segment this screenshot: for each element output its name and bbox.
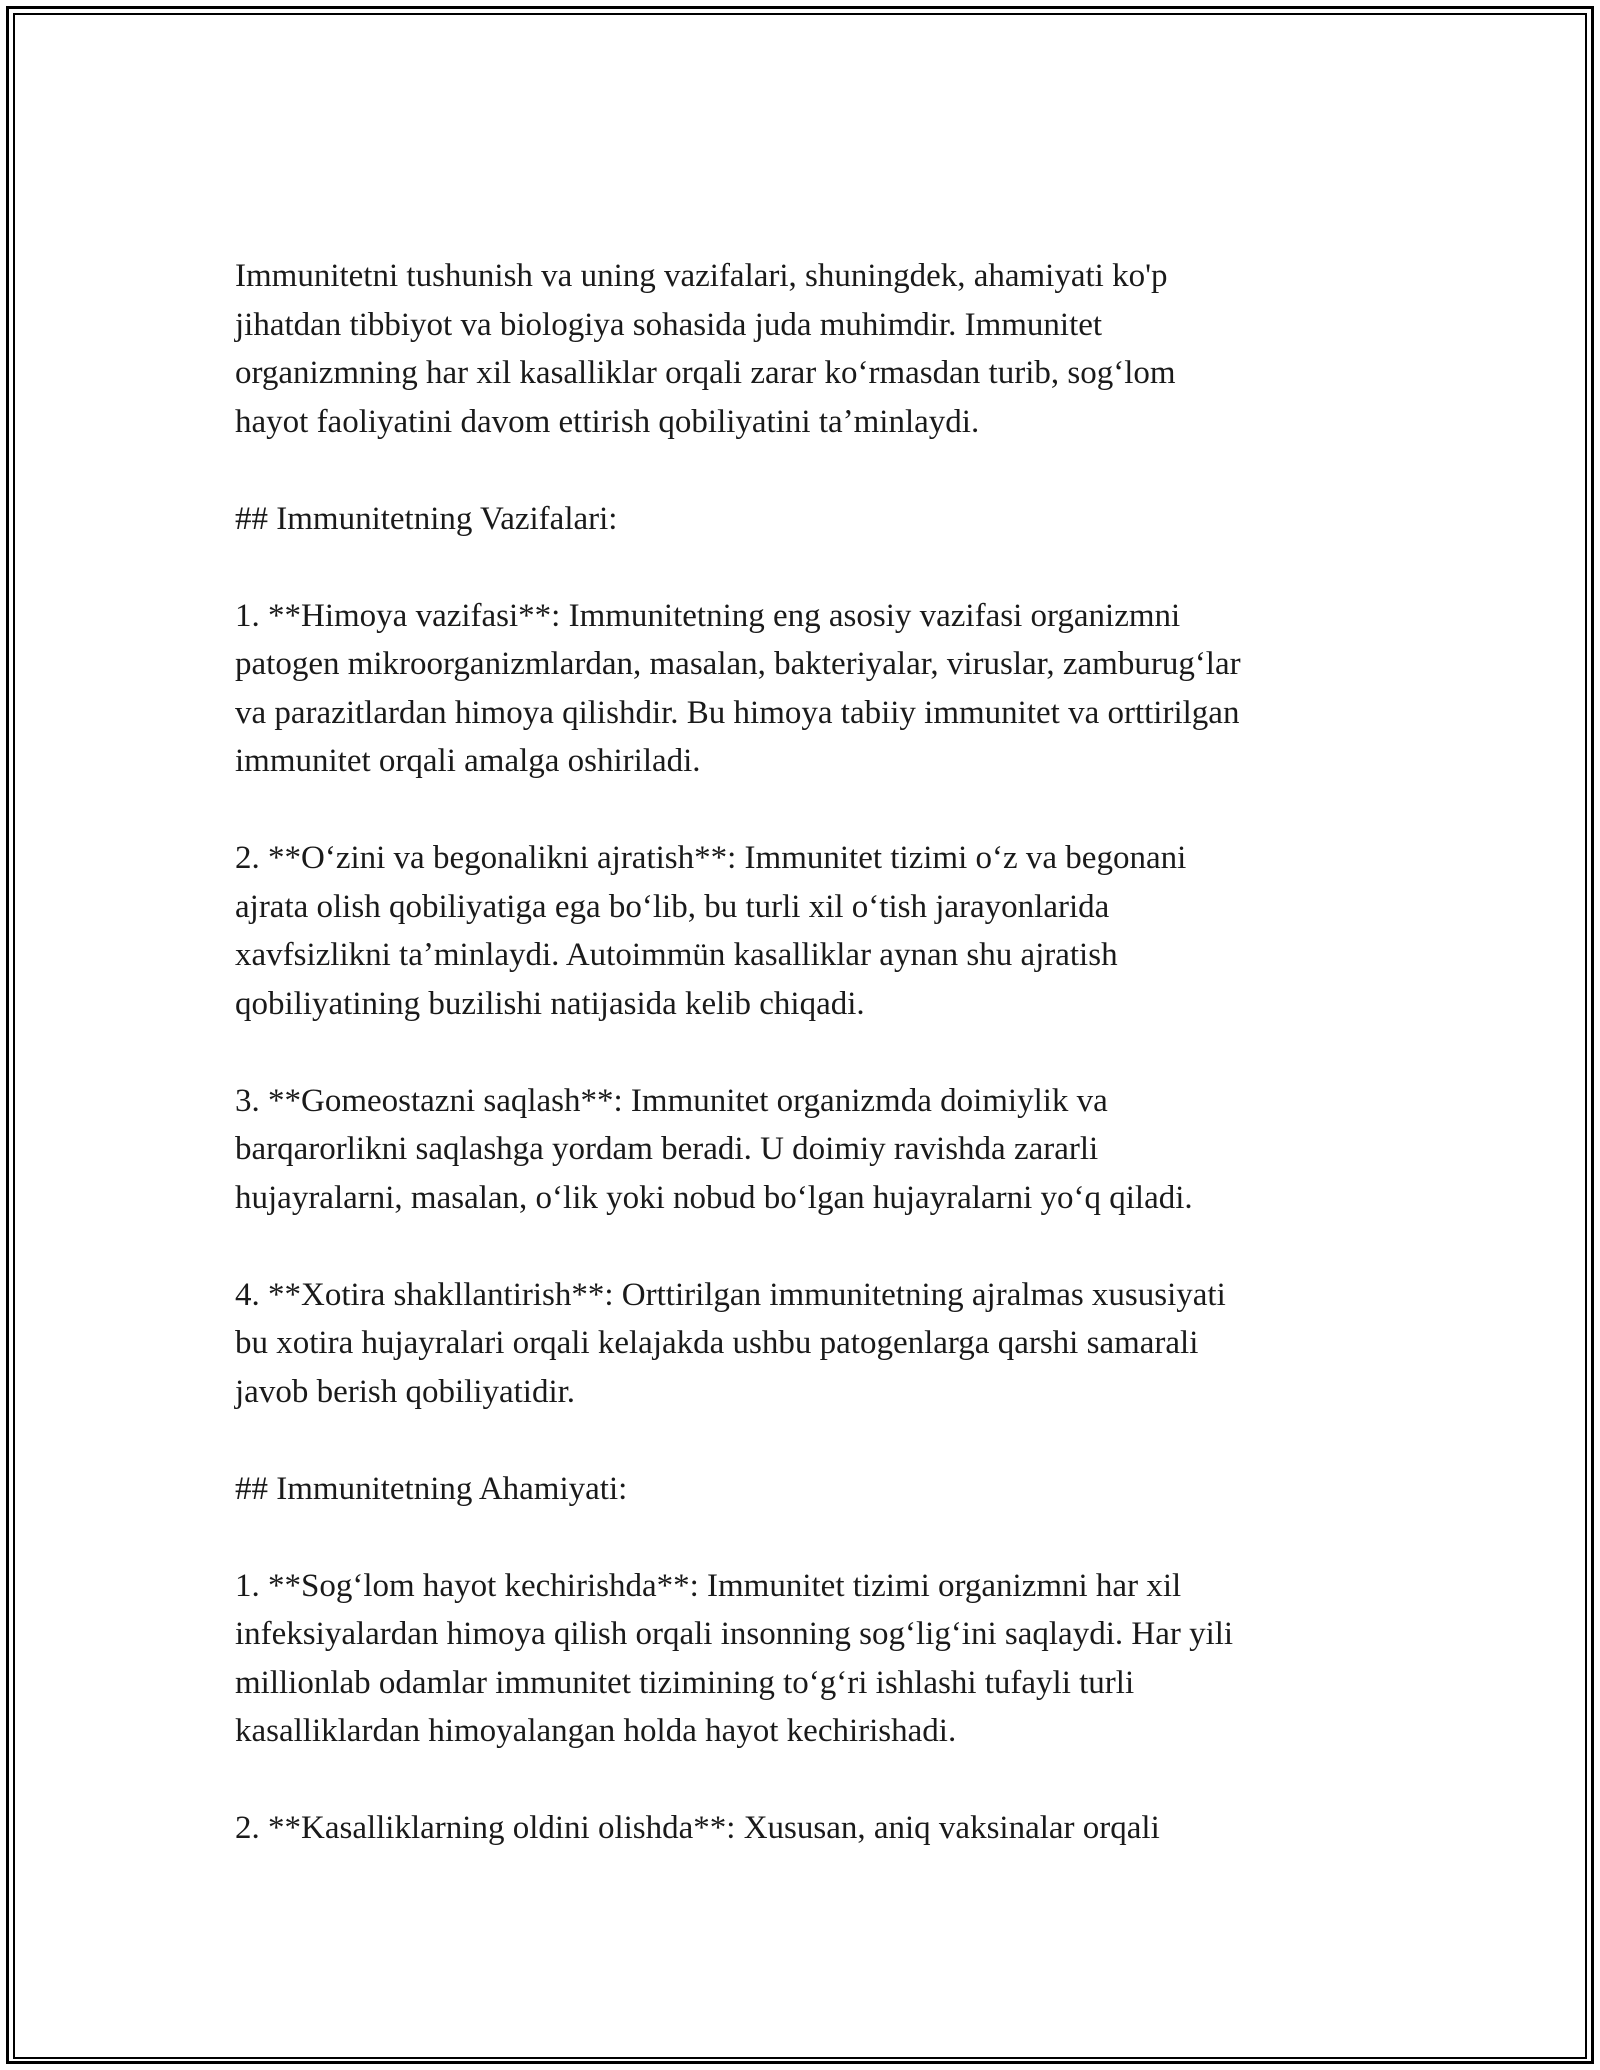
function-item-4: 4. **Xotira shakllantirish**: Orttirilgan immunitetning ajralmas xususiyati bu xotira hujayralari orqali kelajakda ushbu patogenlarga qarshi samarali javob berish qobiliyatidir. <box>235 1276 1226 1410</box>
document-body <box>235 252 1385 1901</box>
importance-item-1: 1. **Sogʻlom hayot kechirishda**: Immunitet tizimi organizmni har xil infeksiyalardan himoya qilish orqali insonning sogʻligʻini saqlaydi. Har yili millionlab odamlar immunitet tizimining toʻgʻri ishlashi tufayli turli kasalliklardan himoyalangan holda hayot kechirishadi. <box>235 1567 1234 1749</box>
function-item-2: 2. **Oʻzini va begonalikni ajratish**: Immunitet tizimi oʻz va begonani ajrata olish qobiliyatiga ega boʻlib, bu turli xil oʻtish jarayonlarida xavfsizlikni taʼminlaydi. Autoimmün kasalliklar aynan shu ajratish qobiliyatining buzilishi natijasida kelib chiqadi. <box>235 840 1187 1022</box>
heading-importance: ## Immunitetning Ahamiyati: <box>235 1470 628 1507</box>
function-item-1: 1. **Himoya vazifasi**: Immunitetning eng asosiy vazifasi organizmni patogen mikroorganizmlardan, masalan, bakteriyalar, viruslar, zamburugʻlar va parazitlardan himoya qilishdir. Bu himoya tabiiy immunitet va orttirilgan immunitet orqali amalga oshiriladi. <box>235 597 1241 779</box>
heading-functions: ## Immunitetning Vazifalari: <box>235 500 618 537</box>
importance-item-2: 2. **Kasalliklarning oldini olishda**: Xususan, aniq vaksinalar orqali <box>235 1810 1160 1846</box>
function-item-3: 3. **Gomeostazni saqlash**: Immunitet organizmda doimiylik va barqarorlikni saqlashga yordam beradi. U doimiy ravishda zararli hujayralarni, masalan, oʻlik yoki nobud boʻlgan hujayralarni yoʻq qiladi. <box>235 1082 1193 1216</box>
intro-paragraph: Immunitetni tushunish va uning vazifalari, shuningdek, ahamiyati ko'p jihatdan tibbiyot va biologiya sohasida juda muhimdir. Immunitet organizmning har xil kasalliklar orqali zarar koʻrmasdan turib, sogʻlom hayot faoliyatini davom ettirish qobiliyatini taʼminlaydi. <box>235 258 1176 440</box>
